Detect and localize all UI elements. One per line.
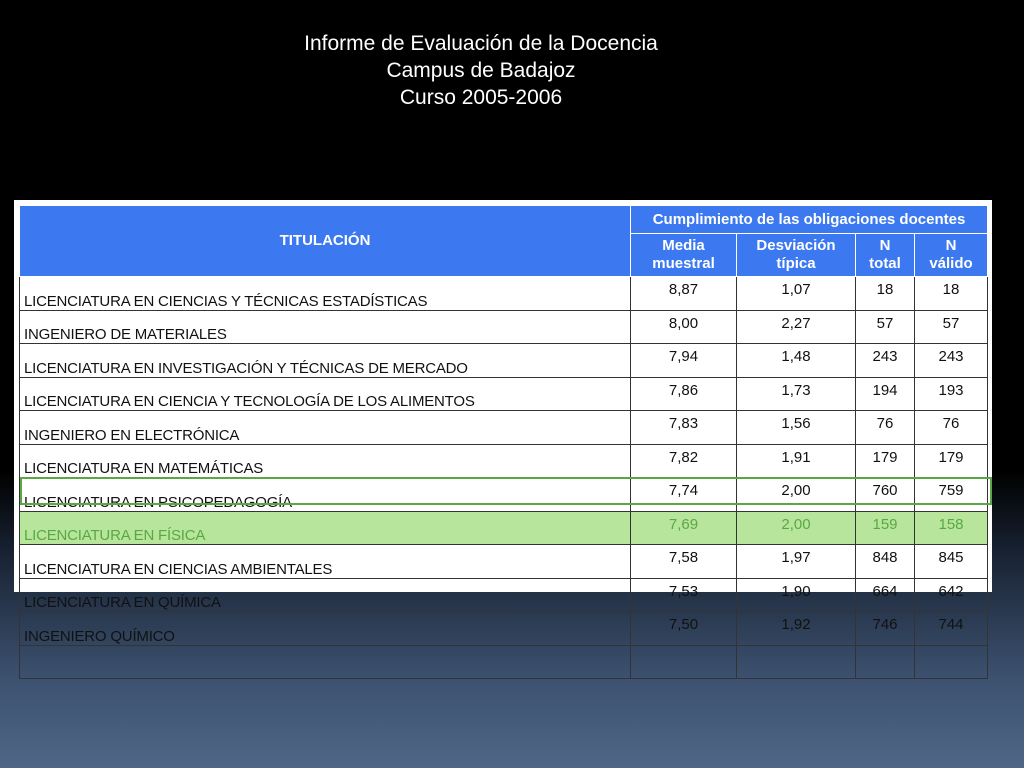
cell-n-valido: 759	[915, 478, 988, 512]
table-panel	[14, 200, 992, 645]
cell-n-total: 76	[856, 411, 915, 445]
table-row	[20, 344, 988, 378]
cell-media: 7,69	[631, 511, 737, 545]
cell-media: 7,94	[631, 344, 737, 378]
header-titulacion: TITULACIÓN	[20, 206, 631, 277]
cell-titulacion: LICENCIATURA EN PSICOPEDAGOGÍA	[20, 478, 631, 512]
title-line-3: Curso 2005-2006	[399, 86, 563, 109]
cell-n-valido: 179	[915, 444, 988, 478]
header-n-total: N total	[856, 234, 915, 277]
cell-n-total: 18	[856, 277, 915, 311]
cell-media: 7,83	[631, 411, 737, 445]
cell-n-total: 194	[856, 377, 915, 411]
title-line-2: Campus de Badajoz	[386, 59, 576, 82]
cell-n-total: 760	[856, 478, 915, 512]
cell-desviacion: 1,07	[737, 277, 856, 311]
table-row-highlighted	[20, 511, 988, 545]
cell-media: 8,87	[631, 277, 737, 311]
cell-n-valido: 158	[915, 511, 988, 545]
cell-n-total: 57	[856, 310, 915, 344]
cell-desviacion: 2,00	[737, 511, 856, 545]
evaluation-table	[19, 205, 988, 679]
cell-n-total: 243	[856, 344, 915, 378]
cell-desviacion: 1,91	[737, 444, 856, 478]
cell-media: 7,58	[631, 545, 737, 579]
cell-n-valido: 57	[915, 310, 988, 344]
cell-n-valido: 243	[915, 344, 988, 378]
cell-media: 7,53	[631, 578, 737, 612]
table-row	[20, 612, 988, 646]
cell-desviacion: 1,97	[737, 545, 856, 579]
cell-titulacion: LICENCIATURA EN FÍSICA	[20, 511, 631, 545]
header-media: Media muestral	[631, 234, 737, 277]
table-row	[20, 478, 988, 512]
cell-titulacion: INGENIERO EN ELECTRÓNICA	[20, 411, 631, 445]
cell-media: 7,74	[631, 478, 737, 512]
cell-n-total: 664	[856, 578, 915, 612]
cell-n-total: 746	[856, 612, 915, 646]
table-row	[20, 411, 988, 445]
cell-n-valido: 744	[915, 612, 988, 646]
cell-desviacion: 1,56	[737, 411, 856, 445]
cell-media: 7,50	[631, 612, 737, 646]
cell-desviacion: 2,00	[737, 478, 856, 512]
header-desviacion: Desviación típica	[737, 234, 856, 277]
cell-n-valido: 642	[915, 578, 988, 612]
slide-title	[0, 30, 962, 111]
table-row	[20, 277, 988, 311]
cell-titulacion: LICENCIATURA EN QUÍMICA	[20, 578, 631, 612]
cell-titulacion: INGENIERO QUÍMICO	[20, 612, 631, 646]
cell-titulacion: INGENIERO DE MATERIALES	[20, 310, 631, 344]
cell-desviacion: 1,48	[737, 344, 856, 378]
cell-n-total: 159	[856, 511, 915, 545]
cell-desviacion: 1,92	[737, 612, 856, 646]
cell-titulacion: LICENCIATURA EN CIENCIAS AMBIENTALES	[20, 545, 631, 579]
cell-n-valido: 845	[915, 545, 988, 579]
title-line-1: Informe de Evaluación de la Docencia	[304, 32, 658, 55]
cell-n-total: 848	[856, 545, 915, 579]
cell-media: 7,82	[631, 444, 737, 478]
table-row	[20, 578, 988, 612]
header-n-valido: N válido	[915, 234, 988, 277]
cell-titulacion: LICENCIATURA EN MATEMÁTICAS	[20, 444, 631, 478]
cell-titulacion: LICENCIATURA EN CIENCIA Y TECNOLOGÍA DE LOS ALIMENTOS	[20, 377, 631, 411]
table-row	[20, 545, 988, 579]
cell-n-valido: 76	[915, 411, 988, 445]
table-row	[20, 444, 988, 478]
cell-n-valido: 193	[915, 377, 988, 411]
cell-desviacion: 1,73	[737, 377, 856, 411]
cell-media: 8,00	[631, 310, 737, 344]
table-row-partial	[20, 645, 988, 679]
table-row	[20, 377, 988, 411]
cell-titulacion: LICENCIATURA EN CIENCIAS Y TÉCNICAS ESTADÍSTICAS	[20, 277, 631, 311]
cell-n-total: 179	[856, 444, 915, 478]
cell-desviacion: 2,27	[737, 310, 856, 344]
table-row	[20, 310, 988, 344]
cell-media: 7,86	[631, 377, 737, 411]
cell-titulacion: LICENCIATURA EN INVESTIGACIÓN Y TÉCNICAS DE MERCADO	[20, 344, 631, 378]
header-group-cumplimiento: Cumplimiento de las obligaciones docentes	[631, 206, 988, 234]
cell-n-valido: 18	[915, 277, 988, 311]
cell-desviacion: 1,90	[737, 578, 856, 612]
